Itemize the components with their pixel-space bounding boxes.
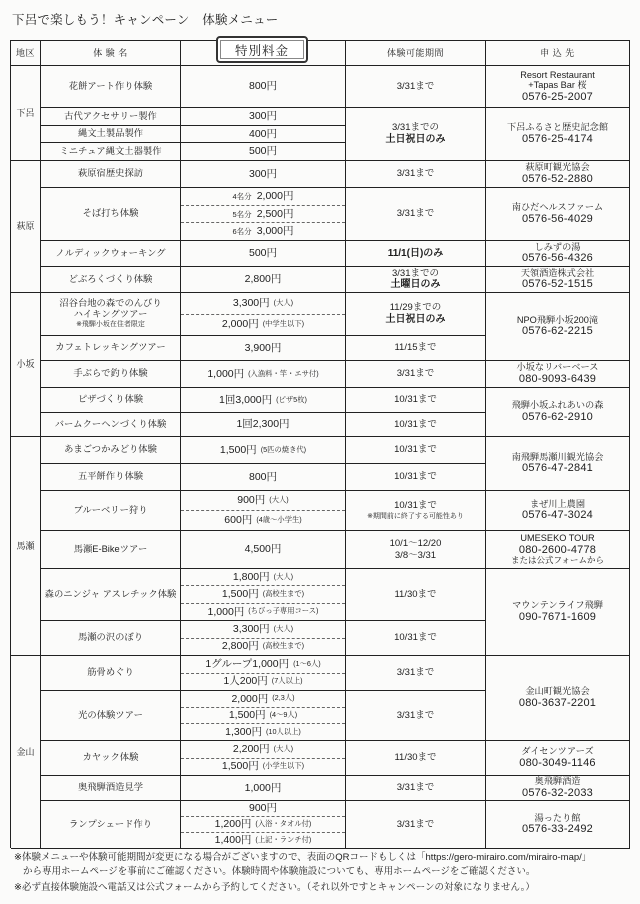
period-cell — [346, 336, 486, 361]
region-cell — [11, 66, 41, 161]
experience-name-cell — [41, 241, 181, 267]
price-amount: 1,000円 — [207, 605, 245, 618]
contact-cell — [486, 267, 630, 293]
experience-name: ランプシェード作り — [68, 818, 153, 829]
price-cell — [181, 126, 346, 143]
period-cell — [346, 801, 486, 849]
header-name-label: 体 験 名 — [93, 47, 128, 58]
price-amount: 1,500円 — [221, 588, 259, 601]
page-title: 下呂で楽しもう！キャンペーン 体験メニュー — [12, 13, 279, 27]
price-amount: 900円 — [248, 802, 278, 815]
contact-cell — [486, 569, 630, 656]
price-cell — [181, 388, 346, 413]
price-option — [181, 638, 345, 656]
price-option — [181, 510, 345, 530]
price-option — [181, 758, 345, 776]
experience-name: 馬瀬E-Bikeツアー — [73, 543, 148, 554]
price-amount: 300円 — [248, 167, 278, 180]
header-period-label: 体験可能期間 — [386, 47, 444, 58]
experience-name-cell — [41, 656, 181, 691]
period-cell — [346, 569, 486, 621]
experience-name-cell — [41, 143, 181, 161]
period-emphasis: 土日祝日のみ — [385, 133, 446, 145]
price-option — [181, 531, 345, 568]
period-text: 3/31まで — [396, 368, 435, 380]
period-text: 11/29までの — [389, 302, 442, 314]
experience-name-cell — [41, 776, 181, 801]
experience-name: ピザづくり体験 — [77, 394, 144, 405]
period-text: 11/30まで — [394, 588, 437, 600]
price-cell — [181, 241, 346, 267]
contact-name: 南飛騨馬瀬川観光協会 — [511, 451, 604, 462]
period-cell — [346, 691, 486, 741]
period-cell — [346, 437, 486, 464]
price-cell — [181, 413, 346, 437]
experience-name-cell — [41, 293, 181, 336]
price-amount: 600円 — [224, 514, 253, 527]
price-amount: 3,300円 — [232, 296, 270, 309]
price-note: (4～9人) — [269, 710, 298, 720]
price-option — [181, 361, 345, 387]
price-note: (入漁料・竿・エサ付) — [248, 368, 319, 378]
experience-name-cell — [41, 801, 181, 849]
header-period-cell — [346, 41, 486, 66]
experience-name-cell — [41, 741, 181, 776]
contact-cell — [486, 188, 630, 241]
period-cell — [346, 413, 486, 437]
price-amount: 500円 — [248, 145, 278, 158]
price-amount: 1,800円 — [232, 570, 270, 583]
contact-cell — [486, 241, 630, 267]
experience-name: 沼谷台地の森でのんびり — [59, 298, 162, 309]
experience-name: バームクーヘンづくり体験 — [54, 418, 167, 429]
contact-name: 飛騨小坂ふれあいの森 — [511, 400, 604, 411]
contact-name: ダイセンツアーズ — [521, 746, 594, 757]
contact-cell — [486, 656, 630, 741]
price-amount: 2,200円 — [232, 742, 270, 755]
experience-name-cell — [41, 267, 181, 293]
price-option — [181, 336, 345, 360]
price-amount: 300円 — [248, 110, 278, 123]
experience-name: ハイキングツアー — [73, 309, 148, 320]
experience-name-cell — [41, 361, 181, 388]
price-amount: 2,000円 — [231, 692, 269, 705]
contact-cell — [486, 66, 630, 108]
experience-name-cell — [41, 161, 181, 188]
price-option — [181, 108, 345, 125]
contact-note: または公式フォームから — [510, 555, 605, 566]
price-option — [181, 267, 345, 292]
period-text: 3/31まで — [396, 709, 435, 721]
experience-note: ※飛騨小坂在住者限定 — [76, 321, 145, 329]
region-label: 下呂 — [16, 107, 35, 118]
price-option — [181, 293, 345, 314]
price-note: (10人以上) — [265, 726, 301, 736]
experience-name-cell — [41, 108, 181, 126]
header-contact-label: 申 込 先 — [540, 47, 575, 58]
period-cell — [346, 108, 486, 161]
experience-name: 縄文土製品製作 — [77, 128, 144, 139]
period-cell — [346, 188, 486, 241]
period-text: 11/15まで — [394, 342, 437, 354]
header-name-cell — [41, 41, 181, 66]
contact-phone: 080-3637-2201 — [518, 696, 597, 709]
period-text: 3/31まで — [396, 667, 435, 679]
price-option — [181, 314, 345, 336]
region-label: 萩原 — [16, 221, 35, 232]
price-cell — [181, 161, 346, 188]
experience-name: そば打ち体験 — [82, 208, 139, 219]
contact-phone: 0576-32-2033 — [522, 786, 593, 799]
price-note: (ちびっ子専用コース) — [248, 606, 319, 616]
contact-phone: 0576-33-2492 — [522, 823, 593, 836]
period-cell — [346, 241, 486, 267]
contact-cell — [486, 437, 630, 491]
price-note: (1～6人) — [293, 658, 321, 668]
experience-name-cell — [41, 464, 181, 491]
price-amount: 1人200円 — [223, 675, 268, 688]
experience-name-cell — [41, 691, 181, 741]
price-amount: 1,300円 — [225, 725, 262, 738]
price-option — [181, 205, 345, 223]
experience-name: 五平餅作り体験 — [77, 471, 144, 482]
contact-name: 奥飛騨酒造 — [534, 776, 581, 787]
price-note: (大人) — [273, 297, 294, 307]
price-amount: 1回3,000円 — [219, 393, 273, 406]
contact-name: +Tapas Bar 桜 — [528, 80, 587, 91]
contact-phone: 0576-47-3024 — [522, 509, 593, 522]
price-note: (大人) — [273, 623, 294, 633]
contact-cell — [486, 801, 630, 849]
price-amount: 2,000円 — [221, 318, 259, 331]
experience-name-cell — [41, 188, 181, 241]
footer-note-line-1: ※体験メニューや体験可能期間が変更になる場合がございますので、表面のQRコードもしくは「https://gero-mirairo.com/mirairo-map/」 — [14, 852, 592, 863]
period-text: 3/31までの — [392, 122, 439, 134]
contact-phone: 0576-25-2007 — [522, 90, 593, 103]
price-amount: 800円 — [248, 470, 278, 483]
price-amount: 500円 — [248, 247, 278, 260]
price-cell — [181, 464, 346, 491]
price-option — [181, 691, 345, 707]
price-cell — [181, 691, 346, 741]
header-region-label: 地区 — [15, 47, 35, 58]
contact-phone: 0576-62-2215 — [522, 325, 593, 338]
contact-phone: 0576-62-2910 — [522, 410, 593, 423]
period-cell — [346, 464, 486, 491]
experience-name: 奥飛騨酒造見学 — [77, 782, 144, 793]
contact-name: UMESEKO TOUR — [520, 533, 595, 543]
contact-name: NPO飛騨小坂200滝 — [516, 314, 599, 325]
period-text: 3/31までの — [392, 267, 439, 279]
experience-name: カヤック体験 — [82, 752, 139, 763]
contact-name: しみずの湯 — [534, 241, 581, 252]
price-option — [181, 816, 345, 832]
price-cell — [181, 776, 346, 801]
price-note: (大人) — [273, 571, 294, 581]
price-amount: 1,500円 — [219, 443, 257, 456]
price-amount: 2,500円 — [256, 207, 294, 220]
price-amount: 4,500円 — [244, 543, 282, 556]
contact-name: まぜ川上農園 — [529, 498, 586, 509]
period-cell — [346, 161, 486, 188]
price-prefix: 4名分 — [232, 191, 252, 201]
contact-phone: 090-7671-1609 — [518, 610, 597, 623]
price-cell — [181, 143, 346, 161]
experience-name: 光の体験ツアー — [78, 709, 143, 720]
price-amount: 400円 — [248, 127, 278, 140]
price-option — [181, 241, 345, 266]
price-amount: 1,000円 — [207, 367, 245, 380]
price-option — [181, 161, 345, 187]
experience-name: カフェトレッキングツアー — [55, 342, 166, 353]
contact-name: 萩原町観光協会 — [525, 162, 590, 173]
period-emphasis: 土日祝日のみ — [385, 313, 446, 325]
contact-cell — [486, 108, 630, 161]
price-cell — [181, 437, 346, 464]
region-label: 金山 — [16, 746, 35, 757]
price-option — [181, 222, 345, 240]
experience-name-cell — [41, 388, 181, 413]
price-amount: 1,400円 — [214, 834, 252, 847]
region-cell — [11, 437, 41, 656]
period-cell — [346, 388, 486, 413]
price-amount: 1回2,300円 — [236, 418, 290, 431]
price-note: (高校生まで) — [262, 589, 305, 599]
experience-name-cell — [41, 413, 181, 437]
price-note: (大人) — [269, 495, 289, 505]
price-option — [181, 126, 345, 142]
footer-note-reservation: ※必ず直接体験施設へ電話又は公式フォームから予約してください。（それ以外ですとキャンペーンの対象になりません。） — [14, 882, 535, 893]
price-option — [181, 388, 345, 412]
experience-name-cell — [41, 569, 181, 621]
period-cell — [346, 293, 486, 336]
price-cell — [181, 491, 346, 531]
experience-name: 古代アクセサリー製作 — [64, 110, 157, 121]
price-cell — [181, 531, 346, 569]
price-option — [181, 673, 345, 691]
price-note: (4歳～小学生) — [256, 515, 302, 525]
price-note: (5匹の焼き代) — [260, 444, 307, 454]
price-option — [181, 832, 345, 848]
price-cell — [181, 741, 346, 776]
price-option — [181, 569, 345, 585]
experience-name: 花餅アート作り体験 — [68, 80, 153, 91]
contact-phone: 080-9093-6439 — [518, 372, 597, 385]
price-cell — [181, 108, 346, 126]
experience-name: 馬瀬の沢のぼり — [77, 632, 144, 643]
price-amount: 3,900円 — [244, 341, 282, 354]
experience-name: ブルーベリー狩り — [73, 504, 148, 515]
price-option — [181, 707, 345, 724]
period-text: 10/31まで — [394, 632, 437, 644]
experience-name: 萩原宿歴史探訪 — [77, 168, 144, 179]
period-cell — [346, 66, 486, 108]
contact-cell — [486, 491, 630, 531]
period-cell — [346, 621, 486, 656]
contact-phone: 0576-56-4029 — [522, 212, 593, 225]
period-cell — [346, 531, 486, 569]
contact-cell — [486, 361, 630, 388]
experience-name: どぶろくづくり体験 — [68, 273, 153, 284]
period-emphasis: 11/1(日)のみ — [387, 247, 444, 259]
price-cell — [181, 801, 346, 849]
price-option — [181, 66, 345, 107]
contact-cell — [486, 388, 630, 437]
experience-name-cell — [41, 531, 181, 569]
price-amount: 800円 — [248, 80, 278, 93]
price-amount: 3,300円 — [232, 622, 270, 635]
contact-name: 湯ったり館 — [534, 812, 581, 823]
region-cell — [11, 656, 41, 849]
price-cell — [181, 267, 346, 293]
price-option — [181, 723, 345, 740]
price-amount: 900円 — [237, 494, 266, 507]
price-amount: 1,000円 — [244, 781, 282, 794]
region-cell — [11, 161, 41, 293]
experience-name: 森のニンジャ アスレチック体験 — [44, 588, 177, 599]
contact-name: Resort Restaurant — [520, 69, 595, 80]
experience-name-cell — [41, 66, 181, 108]
price-note: (2,3人) — [272, 693, 295, 703]
experience-name-cell — [41, 437, 181, 464]
price-option — [181, 188, 345, 205]
price-note: (上記・ランチ付) — [255, 835, 312, 845]
price-cell — [181, 336, 346, 361]
price-cell — [181, 66, 346, 108]
experience-name-cell — [41, 621, 181, 656]
contact-phone: 0576-25-4174 — [522, 132, 593, 145]
experience-name: ミニチュア縄文土器製作 — [59, 145, 162, 156]
price-option — [181, 437, 345, 463]
price-option — [181, 801, 345, 816]
price-prefix: 5名分 — [232, 209, 252, 219]
period-text: 10/31まで — [394, 444, 437, 456]
price-note: (中学生以下) — [262, 319, 305, 329]
experience-name-cell — [41, 126, 181, 143]
price-cell — [181, 621, 346, 656]
price-amount: 1グループ1,000円 — [205, 657, 290, 670]
price-note: (ピザ5枚) — [276, 394, 307, 404]
price-option — [181, 776, 345, 800]
experience-name: 筋骨めぐり — [87, 667, 134, 678]
period-text: 3/31まで — [396, 80, 435, 92]
price-cell — [181, 361, 346, 388]
special-price-header-badge: 特別料金 — [216, 36, 308, 63]
price-option — [181, 143, 345, 160]
contact-phone: 080-3049-1146 — [519, 756, 596, 769]
menu-table — [10, 40, 630, 848]
price-amount: 1,500円 — [221, 760, 259, 773]
contact-name: 金山町観光協会 — [525, 686, 590, 697]
price-cell — [181, 188, 346, 241]
period-cell — [346, 741, 486, 776]
contact-phone: 0576-52-2880 — [522, 172, 593, 185]
period-text: 10/31まで — [394, 394, 437, 406]
price-option — [181, 585, 345, 602]
price-amount: 3,000円 — [256, 225, 294, 238]
contact-name: マウンテンライフ飛騨 — [512, 600, 603, 611]
region-label: 馬瀬 — [16, 540, 35, 551]
period-text: 11/30まで — [394, 752, 437, 764]
region-cell — [11, 293, 41, 437]
contact-name: 天領酒造株式会社 — [520, 267, 595, 278]
region-label: 小坂 — [16, 359, 35, 370]
price-amount: 1,200円 — [214, 818, 252, 831]
experience-name: 手ぶらで釣り体験 — [73, 368, 148, 379]
price-option — [181, 741, 345, 758]
period-text: 3/8～3/31 — [394, 549, 437, 561]
contact-phone: 0576-56-4326 — [522, 252, 593, 265]
price-amount: 2,800円 — [244, 273, 282, 286]
period-text: 3/31まで — [396, 818, 435, 830]
price-option — [181, 464, 345, 490]
price-note: (小学生以下) — [262, 761, 305, 771]
price-option — [181, 656, 345, 673]
experience-name-cell — [41, 491, 181, 531]
header-region-cell — [11, 41, 41, 66]
period-cell — [346, 776, 486, 801]
contact-phone: 080-2600-4778 — [518, 543, 597, 556]
price-note: (7人以上) — [271, 676, 303, 686]
price-option — [181, 621, 345, 638]
period-text: 10/31まで — [394, 471, 437, 483]
price-cell — [181, 656, 346, 691]
period-cell — [346, 361, 486, 388]
price-option — [181, 491, 345, 510]
period-note: ※期間前に終了する可能性あり — [367, 512, 464, 520]
price-note: (入浴・タオル付) — [255, 819, 312, 829]
period-text: 3/31まで — [396, 208, 435, 220]
price-note: (高校生まで) — [262, 641, 305, 651]
period-cell — [346, 656, 486, 691]
contact-cell — [486, 531, 630, 569]
price-amount: 2,800円 — [221, 640, 259, 653]
price-option — [181, 603, 345, 620]
price-amount: 1,500円 — [228, 709, 266, 722]
contact-cell — [486, 741, 630, 776]
header-contact-cell — [486, 41, 630, 66]
period-text: 10/31まで — [394, 418, 437, 430]
period-cell — [346, 491, 486, 531]
price-option — [181, 413, 345, 436]
period-text: 3/31まで — [396, 782, 435, 794]
footer-note-line-2: から専用ホームページを事前にご確認ください。体験時間や体験施設についても、専用ホームページをご確認ください。 — [23, 866, 536, 877]
experience-name-cell — [41, 336, 181, 361]
period-text: 3/31まで — [396, 168, 435, 180]
experience-name: あまごつかみどり体験 — [64, 444, 157, 455]
contact-cell — [486, 161, 630, 188]
contact-name: 小坂なリバーベース — [516, 362, 599, 373]
contact-name: 下呂ふるさと歴史記念館 — [506, 122, 609, 133]
price-amount: 2,000円 — [256, 190, 294, 203]
price-note: (大人) — [273, 743, 294, 753]
price-cell — [181, 569, 346, 621]
contact-phone: 0576-47-2841 — [522, 462, 593, 475]
contact-cell — [486, 293, 630, 361]
price-prefix: 6名分 — [232, 227, 252, 237]
contact-cell — [486, 776, 630, 801]
period-text: 10/1～12/20 — [389, 538, 442, 550]
price-cell — [181, 293, 346, 336]
period-emphasis: 土曜日のみ — [390, 279, 441, 291]
period-text: 10/31まで — [394, 500, 437, 512]
contact-phone: 0576-52-1515 — [522, 278, 593, 291]
period-cell — [346, 267, 486, 293]
experience-name: ノルディックウォーキング — [55, 247, 166, 258]
contact-name: 南ひだヘルスファーム — [511, 202, 604, 213]
